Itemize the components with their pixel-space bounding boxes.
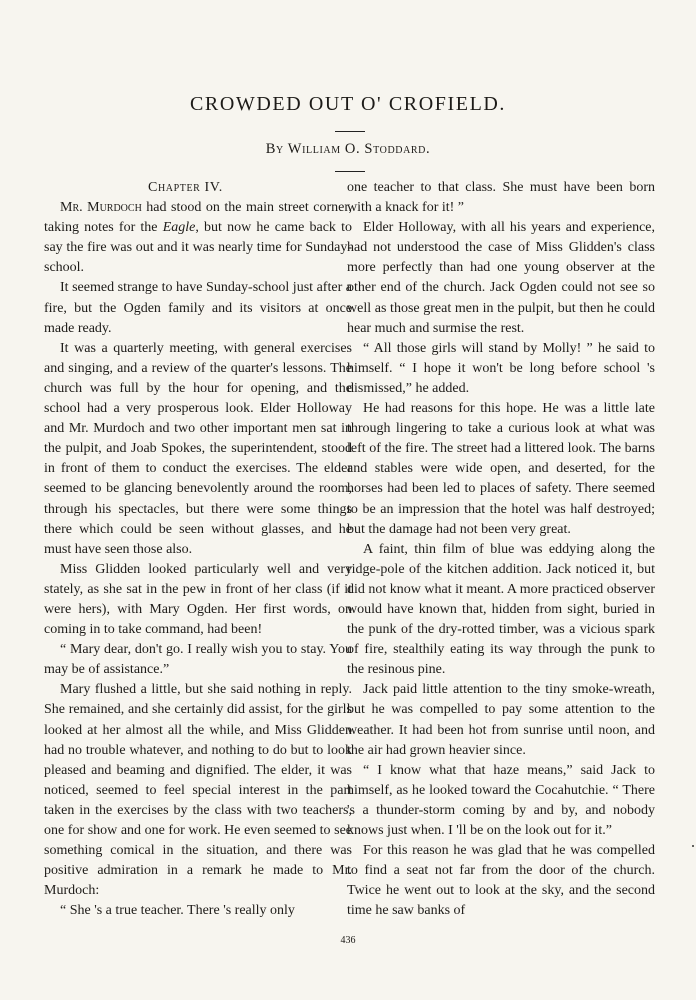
paragraph-text: , but now he came back to say the fire was out and it was nearly time for Sunday-school. <box>44 220 352 276</box>
paragraph: He had reasons for this hope. He was a little late through lingering to take a curious look at what was left of the fire. The street had a littered look. The barns and stables were wide open, and deserted, for the horses had been led to places of safety. There seemed to be an impression that the hotel was half destroyed; but the damage had not been very great. <box>347 401 655 537</box>
left-column <box>44 178 352 921</box>
paragraph: “ She 's a true teacher. There 's really only <box>60 903 295 919</box>
paragraph: Jack paid little attention to the tiny smoke-wreath, but he was compelled to pay some attention to the weather. It had been hot from sunrise until noon, and the air had grown heavier since. <box>347 682 655 758</box>
paragraph: “ All those girls will stand by Molly! ” he said to himself. “ I hope it won't be long before school 's dismissed,” he added. <box>347 340 655 396</box>
byline-rule <box>335 171 365 172</box>
paragraph-lead: Mr. Murdoch <box>60 200 142 216</box>
paragraph: Elder Holloway, with all his years and experience, had not understood the case of Miss Glidden's class more perfectly than had one young observer at the other end of the church. Jack Ogden could not see so well as those great men in the pulpit, but then he could hear much and surmise the rest. <box>347 220 655 336</box>
chapter-heading: Chapter IV. <box>148 180 223 195</box>
right-column <box>347 178 655 921</box>
paragraph: “ I know what that haze means,” said Jack to himself, as he looked toward the Cocahutchie. “ There 's a thunder-storm coming by and by, and nobody knows just when. I 'll be on the look out for it.” <box>347 762 655 838</box>
paragraph: It seemed strange to have Sunday-school just after a fire, but the Ogden family and its visitors at once made ready. <box>44 280 352 336</box>
paragraph: It was a quarterly meeting, with general exercises and singing, and a review of the quarter's lessons. The church was full by the hour for opening, and the school had a very prosperous look. Elder Holloway and Mr. Murdoch and two other important men sat in the pulpit, and Joab Spokes, the superintendent, stood in front of them to conduct the exercises. The elder seemed to be glancing benevolently around the room, through his spectacles, but there were some things there which could be seen without glasses, and he must have seen those also. <box>44 340 352 557</box>
article-title: CROWDED OUT O' CROFIELD. <box>189 93 507 115</box>
paragraph <box>44 198 352 278</box>
paragraph: Mary flushed a little, but she said nothing in reply. She remained, and she certainly did assist, for the girls looked at her almost all the while, and Miss Glidden had no trouble whatever, and nothing to do but to look pleased and beaming and dignified. The elder, it was noticed, seemed to feel special interest in the part taken in the exercises by the class with two teachers, one for show and one for work. He even seemed to see something comical in the situation, and there was positive admiration in a remark he made to Mr. Murdoch: <box>44 682 352 899</box>
title-rule <box>335 131 365 132</box>
newspaper-name: Eagle <box>162 220 196 236</box>
print-speck <box>692 845 694 847</box>
paragraph-continuation: one teacher to that class. She must have been born with a knack for it! ” <box>347 180 655 216</box>
paragraph: For this reason he was glad that he was compelled to find a seat not far from the door of the church. Twice he went out to look at the sky, and the second time he saw banks of <box>347 843 655 919</box>
paragraph: “ Mary dear, don't go. I really wish you to stay. You may be of assistance.” <box>44 642 352 678</box>
paragraph: Miss Glidden looked particularly well and very stately, as she sat in the pew in front of her class (if it were hers), with Mary Ogden. Her first words, on coming in to take command, had been! <box>44 561 352 638</box>
page-number: 436 <box>340 935 356 946</box>
paragraph: A faint, thin film of blue was eddying along the ridge-pole of the kitchen addition. Jack noticed it, but did not know what it meant. A more practiced observer would have known that, hidden from sight, buried in the punk of the dry-rotted timber, was a vicious spark of fire, stealthily eating its way through the punk to the resinous pine. <box>347 541 655 678</box>
paragraph-text: had stood on the main street corner, taking notes for the <box>44 200 352 236</box>
byline: By William O. Stoddard. <box>265 141 431 157</box>
